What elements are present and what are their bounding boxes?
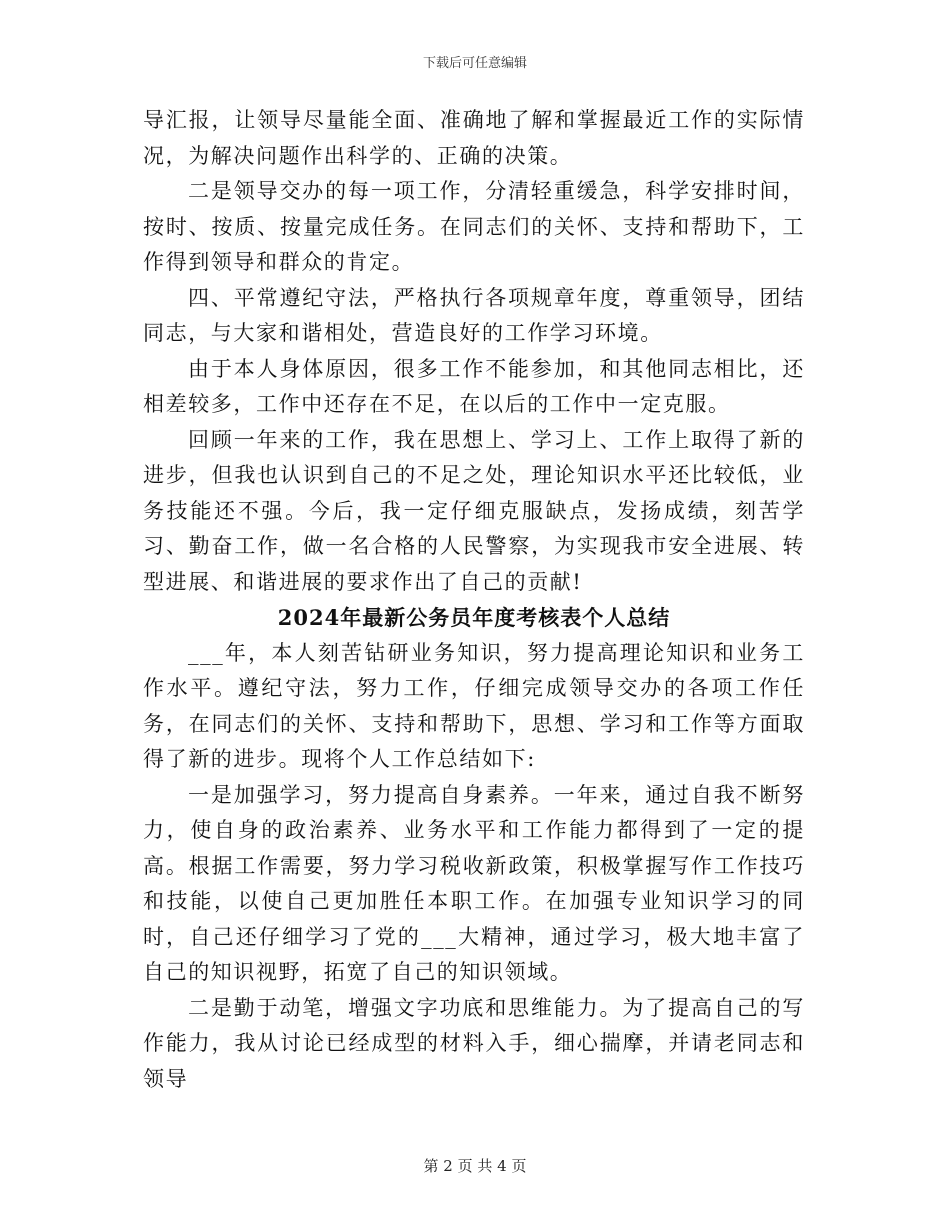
paragraph-5: 回顾一年来的工作，我在思想上、学习上、工作上取得了新的进步，但我也认识到自己的不足之处，理论知识水平还比较低，业务技能还不强。今后，我一定仔细克服缺点，发扬成绩，刻苦学习、勤奋工作，做一名合格的人民警察，为实现我市安全进展、转型进展、和谐进展的要求作出了自己的贡献! — [143, 427, 805, 594]
section-paragraph-3: 二是勤于动笔，增强文字功底和思维能力。为了提高自己的写作能力，我从讨论已经成型的材料入手，细心揣摩，并请老同志和领导 — [143, 995, 805, 1091]
paragraph-4: 由于本人身体原因，很多工作不能参加，和其他同志相比，还相差较多，工作中还存在不足，在以后的工作中一定克服。 — [143, 356, 805, 416]
paragraph-1: 导汇报，让领导尽量能全面、准确地了解和掌握最近工作的实际情况，为解决问题作出科学的、正确的决策。 — [143, 108, 805, 168]
page-number: 第 2 页 共 4 页 — [423, 1157, 527, 1175]
document-body — [143, 103, 805, 1097]
section-paragraph-1: ___年，本人刻苦钻研业务知识，努力提高理论知识和业务工作水平。遵纪守法，努力工作，仔细完成领导交办的各项工作任务，在同志们的关怀、支持和帮助下，思想、学习和工作等方面取得了新的进步。现将个人工作总结如下: — [143, 640, 805, 771]
paragraph-2: 二是领导交办的每一项工作，分清轻重缓急，科学安排时间，按时、按质、按量完成任务。在同志们的关怀、支持和帮助下，工作得到领导和群众的肯定。 — [143, 179, 805, 274]
section-paragraph-2: 一是加强学习，努力提高自身素养。一年来，通过自我不断努力，使自身的政治素养、业务水平和工作能力都得到了一定的提高。根据工作需要，努力学习税收新政策，积极掌握写作工作技巧和技能，以使自己更加胜任本职工作。在加强专业知识学习的同时，自己还仔细学习了党的___大精神，通过学习，极大地丰富了自己的知识视野，拓宽了自己的知识领域。 — [143, 782, 805, 984]
paragraph-3: 四、平常遵纪守法，严格执行各项规章年度，尊重领导，团结同志，与大家和谐相处，营造良好的工作学习环境。 — [143, 285, 805, 345]
section-title: 2024年最新公务员年度考核表个人总结 — [277, 605, 671, 630]
page-header: 下载后可任意编辑 — [422, 56, 527, 71]
